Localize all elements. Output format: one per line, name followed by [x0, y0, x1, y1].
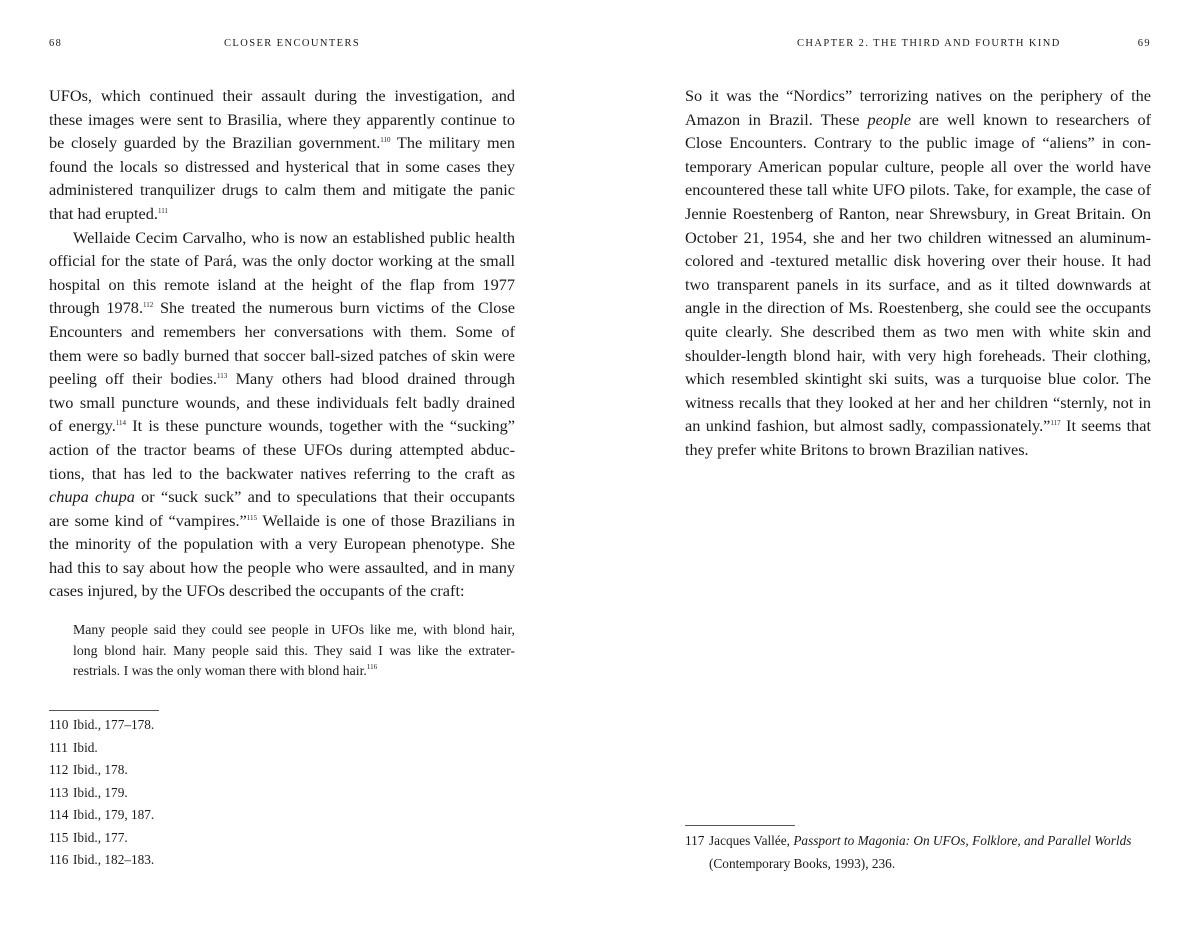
- text-line: shoulder-length blond hair, with very high foreheads. Their clothing,: [685, 345, 1151, 365]
- quote-line: Many people said they could see people in UFOs like me, with blond hair,: [73, 622, 515, 637]
- text-line: are some kind of “vampires.”$^{115}$ Wellaide is one of those Brazilians in: [49, 510, 516, 530]
- text-line: quite clearly. She described them as two men with white skin and: [685, 321, 1151, 341]
- text-line: of energy.$^{114}$ It is these puncture wounds, together with the “sucking”: [49, 416, 515, 436]
- right-body-text: [685, 84, 1151, 462]
- text-line: them were so badly burned that soccer ball-sized patches of skin were: [49, 345, 515, 365]
- text-line: peeling off their bodies.$^{113}$ Many others had blood drained through: [49, 369, 515, 389]
- text-line: had this to say about how the people who were assaulted, and in many: [49, 557, 515, 577]
- footnote: 112 Ibid., 178.: [49, 762, 128, 777]
- note-ref: 117: [1050, 419, 1061, 428]
- text-line: Jennie Roestenberg of Ranton, near Shrewsbury, in Great Britain. On: [685, 203, 1151, 223]
- text-line: hospital on this remote island at the height of the flap from 1977: [49, 274, 515, 294]
- right-running-head: [685, 38, 1151, 54]
- text-line: which resembled skintight ski suits, was a turquoise blue color. The: [685, 369, 1151, 389]
- note-ref: 115: [246, 513, 257, 522]
- text-line: So it was the “Nordics” terrorizing natives on the periphery of the: [685, 86, 1151, 105]
- page-number: 69: [1137, 38, 1151, 49]
- footnote-divider: [49, 710, 159, 711]
- quote-line: restrials. I was the only woman there with blond hair.$^{116}$: [73, 663, 378, 678]
- text-line: through 1978.$^{112}$ She treated the numerous burn victims of the Close: [49, 298, 515, 318]
- left-body-text: [49, 84, 515, 603]
- page-number: 68: [49, 38, 63, 49]
- footnote: 114 Ibid., 179, 187.: [49, 807, 155, 822]
- note-ref: 113: [216, 372, 228, 381]
- right-footnotes: [685, 830, 1151, 875]
- text-line: witness recalls that they looked at her and her children “sternly, not in: [685, 392, 1151, 412]
- text-line: cases injured, by the UFOs described the occupants of the craft:: [49, 581, 465, 601]
- text-line: found the locals so distressed and hysterical that in some cases they: [49, 156, 515, 176]
- footnote: 115 Ibid., 177.: [49, 829, 128, 845]
- text-line: that had erupted.$^{111}$: [49, 203, 168, 223]
- text-line: Amazon in Brazil. These people are well known to researchers of: [685, 109, 1152, 129]
- text-line: an unkind fashion, but almost sadly, compassionately.”$^{117}$ It seems that: [685, 416, 1151, 436]
- text-line: chupa chupa or “suck suck” and to speculations that their occupants: [49, 487, 515, 507]
- quote-line: long blond hair. Many people said this. They said I was like the extrater-: [73, 642, 515, 658]
- footnote-continuation: (Contemporary Books, 1993), 236.: [709, 855, 896, 871]
- text-line: Wellaide Cecim Carvalho, who is now an established public health: [73, 227, 515, 247]
- text-line: angle in the direction of Ms. Roestenberg, she could see the occupants: [685, 298, 1151, 318]
- text-line: official for the state of Pará, was the only doctor working at the small: [49, 251, 515, 271]
- footnote: 110 Ibid., 177–178.: [49, 717, 155, 732]
- text-line: Encounters and remembers her conversations with them. Some of: [49, 321, 515, 341]
- text-line: encountered these tall white UFO pilots. Take, for example, the case of: [685, 180, 1151, 200]
- note-ref: 111: [157, 206, 168, 215]
- right-page: [685, 0, 1151, 928]
- left-footnotes: [49, 714, 515, 872]
- text-line: they prefer white Britons to brown Brazilian natives.: [685, 439, 1029, 459]
- text-line: be closely guarded by the Brazilian government.$^{110}$ The military men: [49, 133, 515, 153]
- text-line: tions, that has led to the backwater natives referring to the craft as: [49, 463, 515, 483]
- text-line: October 21, 1954, she and her two children witnessed an aluminum-: [685, 227, 1151, 247]
- block-quote: [73, 620, 515, 682]
- text-line: temporary American popular culture, people all over the world have: [685, 156, 1151, 176]
- footnote: 113 Ibid., 179.: [49, 784, 128, 800]
- note-ref: 110: [380, 136, 391, 145]
- footnote: 116 Ibid., 182–183.: [49, 852, 155, 867]
- text-line: colored and -textured metallic disk hovering over their house. It had: [685, 251, 1151, 271]
- text-line: UFOs, which continued their assault during the investigation, and: [49, 86, 515, 105]
- text-line: two transparent panels in its surface, and as it tilted downwards at: [685, 274, 1151, 294]
- left-page: [49, 0, 515, 928]
- running-title: CHAPTER 2. THE THIRD AND FOURTH KIND: [797, 38, 1061, 49]
- text-line: action of the tractor beams of these UFOs during attempted abduc-: [49, 439, 515, 459]
- text-line: two small puncture wounds, and these individuals felt badly drained: [49, 392, 515, 412]
- note-ref: 112: [143, 301, 154, 310]
- footnote: 117 Jacques Vallée, Passport to Magonia: On UFOs, Folklore, and Parallel Worlds: [685, 833, 1132, 848]
- footnote-book-title: Passport to Magonia: On UFOs, Folklore, and Parallel Worlds: [793, 833, 1132, 848]
- text-line: Close Encounters. Contrary to the public image of “aliens” in con-: [685, 133, 1151, 153]
- italic-term: chupa chupa: [49, 487, 135, 507]
- text-line: the minority of the population with a very European phenotype. She: [49, 534, 515, 554]
- text-line: administered tranquilizer drugs to calm them and mitigate the panic: [49, 180, 515, 200]
- footnote: 111 Ibid.: [49, 739, 98, 755]
- left-running-head: [49, 38, 515, 54]
- note-ref: 114: [115, 419, 127, 428]
- text-line: these images were sent to Brasilia, where they apparently continue to: [49, 109, 515, 129]
- footnote-divider: [685, 825, 795, 826]
- running-title: CLOSER ENCOUNTERS: [224, 38, 361, 49]
- italic-term: people: [867, 109, 911, 129]
- note-ref: 116: [366, 663, 378, 671]
